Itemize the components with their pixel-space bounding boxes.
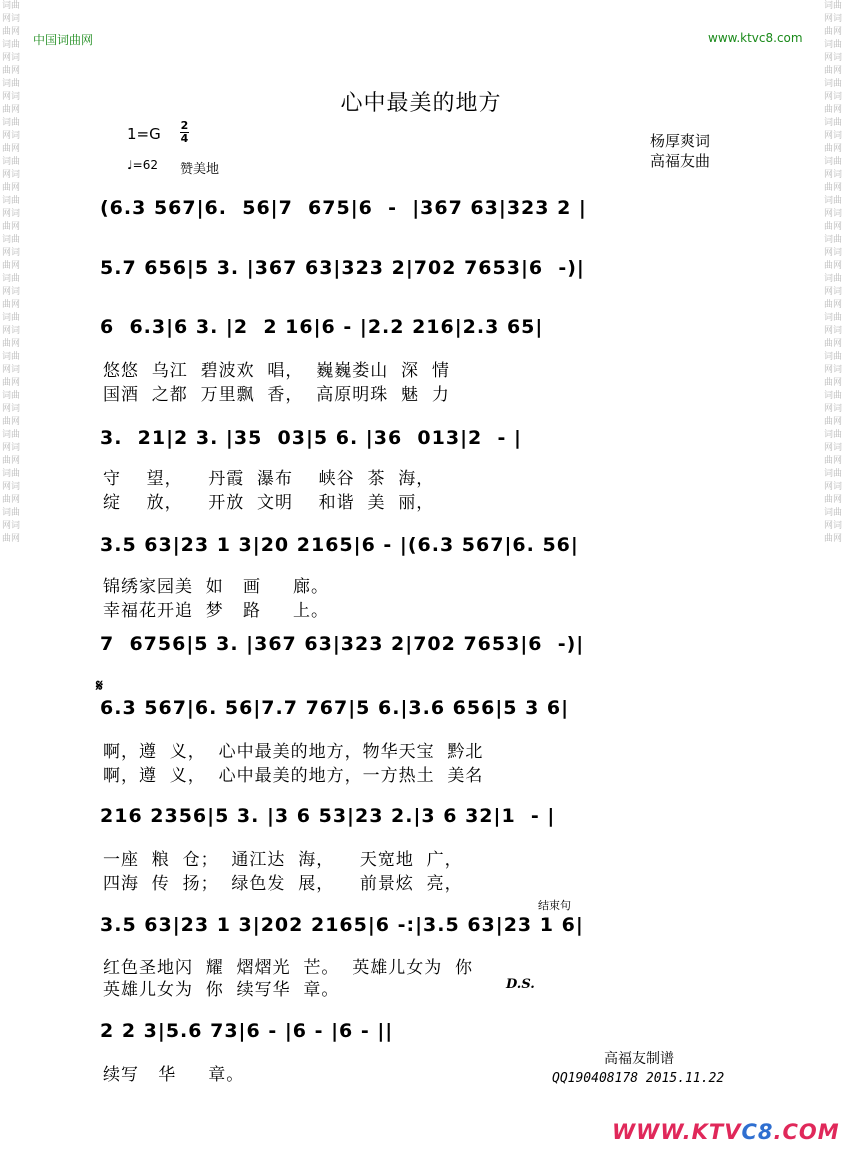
lyric-line-9b: 英雄儿女为 你 续写华 章。	[103, 980, 340, 1000]
site-name: 中国词曲网	[33, 33, 94, 47]
composer: 高福友曲	[650, 152, 711, 170]
notation-line-10: 2 2 3|5.6 73|6 - |6 - |6 - ||	[100, 1020, 394, 1042]
credits	[650, 131, 710, 171]
lyric-line-3b: 国酒 之都 万里飘 香， 高原明珠 魅 力	[103, 385, 450, 405]
song-title: 心中最美的地方	[340, 91, 502, 116]
segno-sign: 𝄋	[96, 676, 103, 695]
lyricist: 杨厚爽词	[650, 132, 711, 150]
notation-line-4: 3. 21|2 3. |35 03|5 6. |36 013|2 - |	[100, 427, 522, 449]
lyric-line-3a: 悠悠 乌江 碧波欢 唱， 巍巍娄山 深 情	[103, 361, 450, 381]
dal-segno-mark: D.S.	[506, 977, 535, 992]
site-logo[interactable]	[612, 1120, 840, 1144]
lyric-line-9a: 红色圣地闪 耀 熠熠光 芒。 英雄儿女为 你	[103, 958, 474, 978]
notation-line-3: 6 6.3|6 3. |2 2 16|6 - |2.2 216|2.3 65|	[100, 316, 544, 338]
lyric-line-5b: 幸福花开追 梦 路 上。	[103, 601, 330, 621]
site-url[interactable]: www.ktvc8.com	[708, 31, 803, 45]
ending-label: 结束句	[538, 899, 571, 912]
lyric-line-7a: 啊，遵 义， 心中最美的地方，物华天宝 黔北	[103, 742, 484, 762]
watermark-left: 词曲网词曲网词曲网词曲网词曲网词曲网词曲网词曲网词曲网词曲网词曲网词曲网词曲网词曲网词曲网词曲网词曲网词曲网词曲网词曲网词曲网词曲网词曲网词曲网词曲网词曲网词曲网词曲网	[1, 1, 20, 544]
lyric-line-4b: 绽 放， 开放 文明 和谐 美 丽，	[103, 493, 435, 513]
notation-line-6: 7 6756|5 3. |367 63|323 2|702 7653|6 -)|	[100, 633, 585, 655]
logo-part-c: .COM	[773, 1120, 840, 1144]
lyric-line-10: 续写 华 章。	[103, 1065, 245, 1085]
lyric-line-8b: 四海 传 扬； 绿色发 展， 前景炫 亮，	[103, 874, 463, 894]
key-signature: 1=G	[127, 125, 161, 143]
qq-and-date: QQ190408178 2015.11.22	[552, 1071, 725, 1086]
notation-line-7: 6.3 567|6. 56|7.7 767|5 6.|3.6 656|5 3 6|	[100, 697, 570, 719]
lyric-line-8a: 一座 粮 仓； 通江达 海， 天宽地 广，	[103, 850, 463, 870]
lyric-line-4a: 守 望， 丹霞 瀑布 峡谷 茶 海，	[103, 469, 435, 489]
notation-line-1: (6.3 567|6. 56|7 675|6 - |367 63|323 2 |	[100, 197, 587, 219]
notation-line-9: 3.5 63|23 1 3|202 2165|6 -:|3.5 63|23 1 6|	[100, 914, 584, 936]
logo-part-a: WWW.KTV	[612, 1120, 742, 1144]
tempo-mark: ♩=62	[127, 158, 158, 172]
time-top: 2	[180, 119, 189, 132]
notation-line-8: 216 2356|5 3. |3 6 53|23 2.|3 6 32|1 - |	[100, 805, 556, 827]
score-maker: 高福友制谱	[604, 1051, 674, 1067]
lyric-line-7b: 啊，遵 义， 心中最美的地方，一方热土 美名	[103, 766, 484, 786]
time-signature	[180, 120, 189, 145]
watermark-right: 词曲网词曲网词曲网词曲网词曲网词曲网词曲网词曲网词曲网词曲网词曲网词曲网词曲网词曲网词曲网词曲网词曲网词曲网词曲网词曲网词曲网词曲网词曲网词曲网词曲网词曲网词曲网词曲网	[823, 1, 842, 544]
notation-line-2: 5.7 656|5 3. |367 63|323 2|702 7653|6 -)|	[100, 257, 585, 279]
notation-line-5: 3.5 63|23 1 3|20 2165|6 - |(6.3 567|6. 56|	[100, 534, 579, 556]
time-bottom: 4	[180, 132, 189, 145]
expression-mark: 赞美地	[180, 162, 220, 177]
lyric-line-5a: 锦绣家园美 如 画 廊。	[103, 577, 330, 597]
logo-part-b: C8	[741, 1120, 774, 1144]
